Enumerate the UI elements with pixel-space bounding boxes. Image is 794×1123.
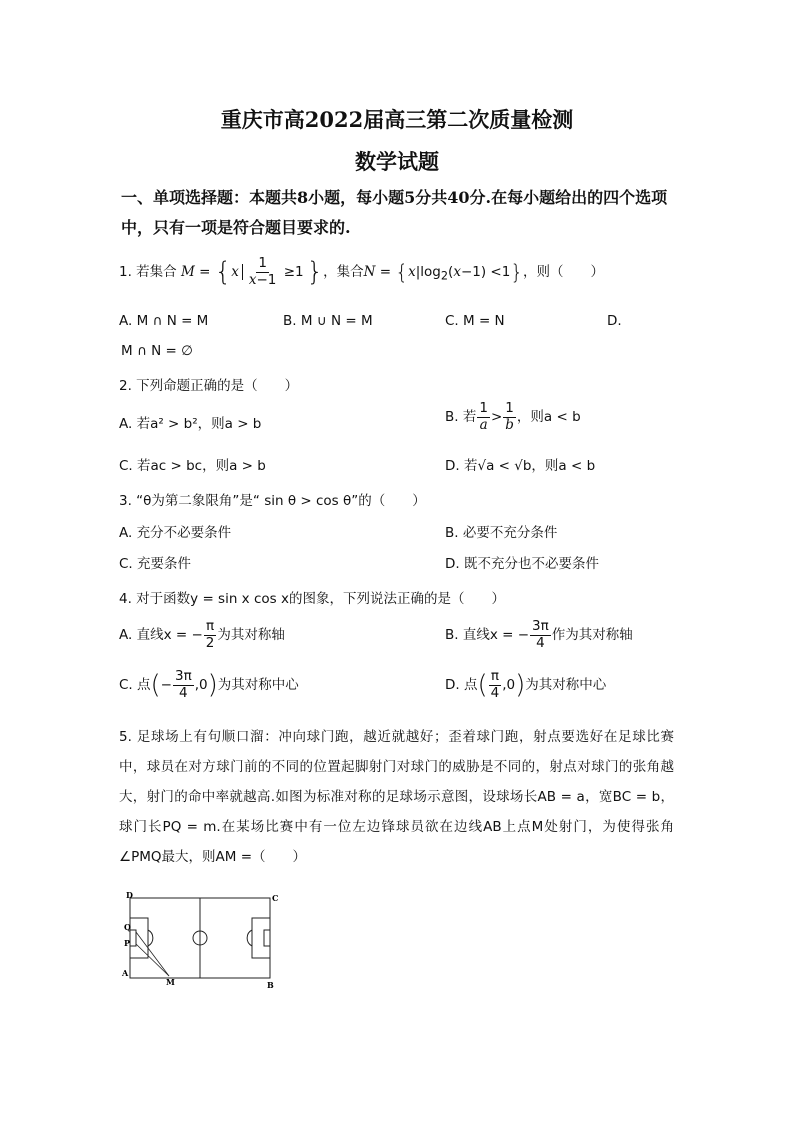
question-5-text: 5. 足球场上有句顺口溜：冲向球门跑，越近就越好；歪着球门跑，射点要选好在足球比赛中，球员在对方球门前的不同的位置起脚射门对球门的威胁是不同的，射点对球门的张角越大，射门的命中率就越高.如图为标准对称的足球场示意图，设球场长AB = a，宽BC = b，球门长PQ = m.在某场比赛中有一位左边锋球员欲在边线AB上点M处射门，为使得张角∠PMQ最大，则AM =（ ）: [119, 729, 674, 865]
question-4-option-a: A. 直线x = − $\frac{\pi}{2}$ 为其对称轴: [119, 618, 285, 651]
label-b: B: [267, 980, 274, 990]
question-2-option-a: A. 若a² > b²，则a > b: [119, 416, 262, 432]
question-1-option-b: B. M ∪ N = M: [283, 313, 373, 329]
question-4-option-d: D. 点( $\frac{\pi}{4}$ ,0)为其对称中心: [445, 668, 607, 701]
section-heading: 一、单项选择题：本题共8小题，每小题5分共40分.在每小题给出的四个选项: [121, 188, 668, 207]
page-title: 重庆市高2022届高三第二次质量检测: [220, 107, 574, 132]
right-penalty-box: [252, 918, 270, 958]
label-p: P: [124, 938, 131, 948]
left-goal-box: [130, 930, 136, 946]
question-3-option-a: A. 充分不必要条件: [119, 525, 232, 541]
question-3-stem: 3. “θ为第二象限角”是“ sin θ > cos θ”的（ ）: [119, 493, 426, 509]
label-q: Q: [124, 922, 131, 932]
label-m: M: [166, 977, 175, 987]
right-goal-box: [264, 930, 270, 946]
question-1-stem: 1. 若集合 M = {x $\frac{1}{x-1}$ ≥1 }，集合$N = \{x|\log_2(x-1) <1\}$，则（ ）: [119, 255, 605, 288]
question-1-option-c: C. M = N: [445, 313, 505, 329]
question-1-option-d: D.: [607, 313, 622, 329]
question-4-stem: 4. 对于函数y = sin x cos x的图象，下列说法正确的是（ ）: [119, 591, 505, 607]
soccer-field-figure: [116, 890, 286, 990]
left-penalty-box: [130, 918, 148, 958]
label-d: D: [126, 890, 133, 900]
question-2-option-c: C. 若ac > bc，则a > b: [119, 458, 266, 474]
question-4-option-c: C. 点(− $\frac{3\pi}{4}$ ,0)为其对称中心: [119, 668, 299, 701]
section-heading-cont: 中，只有一项是符合题目要求的.: [121, 218, 351, 237]
label-c: C: [272, 893, 279, 903]
question-3-option-d: D. 既不充分也不必要条件: [445, 556, 599, 572]
question-4-option-b: B. 直线x = − $\frac{3\pi}{4}$ 作为其对称轴: [445, 618, 633, 651]
page-subtitle: 数学试题: [355, 149, 439, 174]
question-2-option-d: D. 若√a < √b，则a < b: [445, 458, 596, 474]
question-1-option-a: A. M ∩ N = M: [119, 313, 209, 329]
question-3-option-b: B. 必要不充分条件: [445, 525, 558, 541]
question-2-stem: 2. 下列命题正确的是（ ）: [119, 378, 299, 394]
shot-line-p: [136, 944, 169, 976]
question-1-option-d-text: M ∩ N = ∅: [121, 343, 193, 359]
question-2-option-b: B. 若 $\frac{1}{a}$ > $\frac{1}{b}$ ，则a < b: [445, 400, 581, 433]
label-a: A: [122, 968, 129, 978]
question-3-option-c: C. 充要条件: [119, 556, 192, 572]
